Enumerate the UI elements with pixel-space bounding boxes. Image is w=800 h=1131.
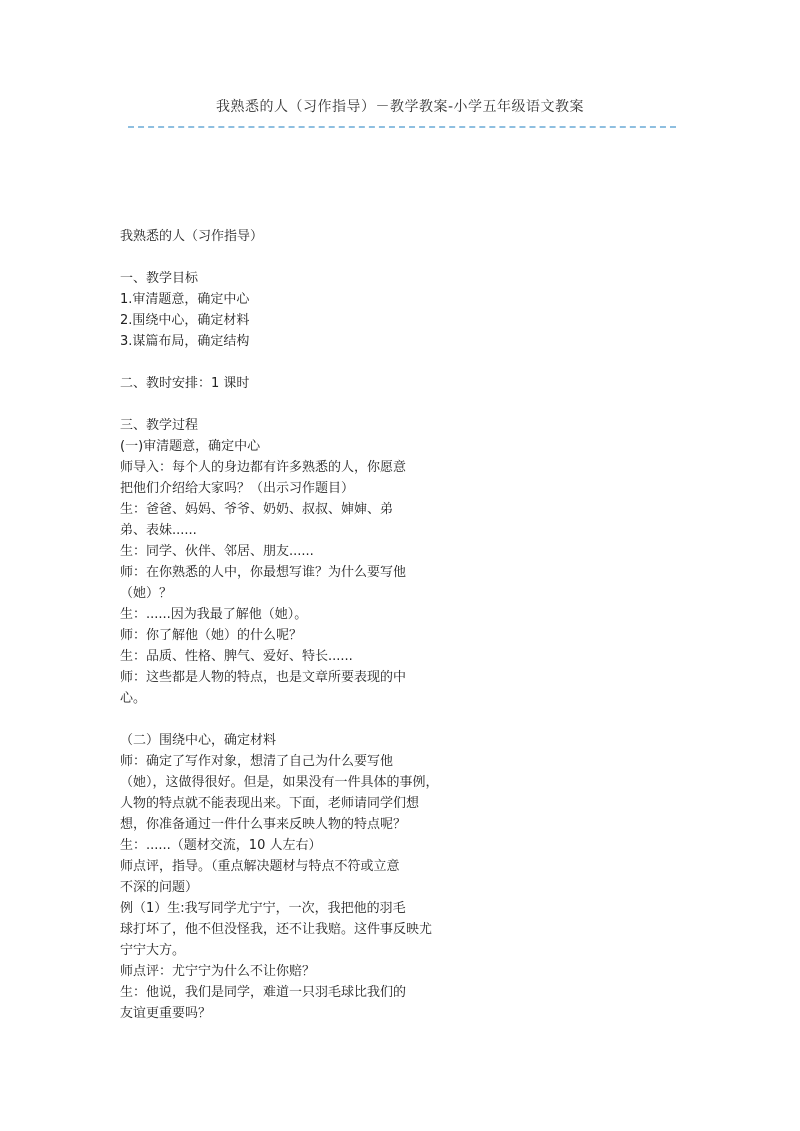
document-body [120, 226, 480, 1024]
text-line: 师导入：每个人的身边都有许多熟悉的人，你愿意 [120, 460, 407, 475]
page-header [0, 96, 800, 116]
header-divider [128, 126, 676, 128]
text-line: 1.审清题意，确定中心 [120, 292, 250, 307]
text-line: 2.围绕中心，确定材料 [120, 313, 250, 328]
text-line: 师：确定了写作对象，想清了自己为什么要写他 [120, 754, 394, 769]
blank-line [120, 709, 480, 730]
text-line: （二）围绕中心，确定材料 [120, 733, 277, 748]
text-line: 生：他说，我们是同学，难道一只羽毛球比我们的 [120, 985, 407, 1000]
text-line: 生：......因为我最了解他（她）。 [120, 607, 308, 622]
text-line: 把他们介绍给大家吗？（出示习作题目） [120, 481, 355, 496]
text-line: 友谊更重要吗？ [120, 1006, 212, 1021]
text-line: 例（1）生:我写同学尤宁宁，一次，我把他的羽毛 [120, 901, 406, 916]
text-line: 我熟悉的人（习作指导） [120, 229, 264, 244]
blank-line [120, 352, 480, 373]
text-line: 生：同学、伙伴、邻居、朋友...... [120, 544, 314, 559]
text-line: 师点评：尤宁宁为什么不让你赔？ [120, 964, 316, 979]
text-line: 生：......（题材交流，10 人左右） [120, 838, 322, 853]
text-line: 宁宁大方。 [120, 943, 186, 958]
text-line: 人物的特点就不能表现出来。下面，老师请同学们想 [120, 796, 420, 811]
page-title: 我熟悉的人（习作指导）－教学教案-小学五年级语文教案 [215, 99, 585, 115]
text-line: 3.谋篇布局，确定结构 [120, 334, 250, 349]
text-line: （她），这做得很好。但是，如果没有一件具体的事例， [120, 775, 439, 790]
text-line: 不深的问题） [120, 880, 199, 895]
text-line: 师：在你熟悉的人中，你最想写谁？为什么要写他 [120, 565, 407, 580]
text-line: 三、教学过程 [120, 418, 199, 433]
text-line: 师点评，指导。（重点解决题材与特点不符或立意 [120, 859, 400, 874]
blank-line [120, 394, 480, 415]
text-line: 一、教学目标 [120, 271, 199, 286]
text-line: 球打坏了，他不但没怪我，还不让我赔。这件事反映尤 [120, 922, 433, 937]
text-line: （她）？ [120, 586, 173, 601]
text-line: 弟、表妹...... [120, 523, 197, 538]
text-line: 生：爸爸、妈妈、爷爷、奶奶、叔叔、婶婶、弟 [120, 502, 394, 517]
text-line: 师：这些都是人物的特点，也是文章所要表现的中 [120, 670, 407, 685]
text-line: 二、教时安排：1 课时 [120, 376, 250, 391]
text-line: (一)审清题意，确定中心 [120, 439, 261, 454]
text-line: 师：你了解他（她）的什么呢？ [120, 628, 303, 643]
text-line: 生：品质、性格、脾气、爱好、特长...... [120, 649, 353, 664]
text-line: 心。 [120, 691, 147, 706]
blank-line [120, 247, 480, 268]
text-line: 想，你准备通过一件什么事来反映人物的特点呢？ [120, 817, 407, 832]
